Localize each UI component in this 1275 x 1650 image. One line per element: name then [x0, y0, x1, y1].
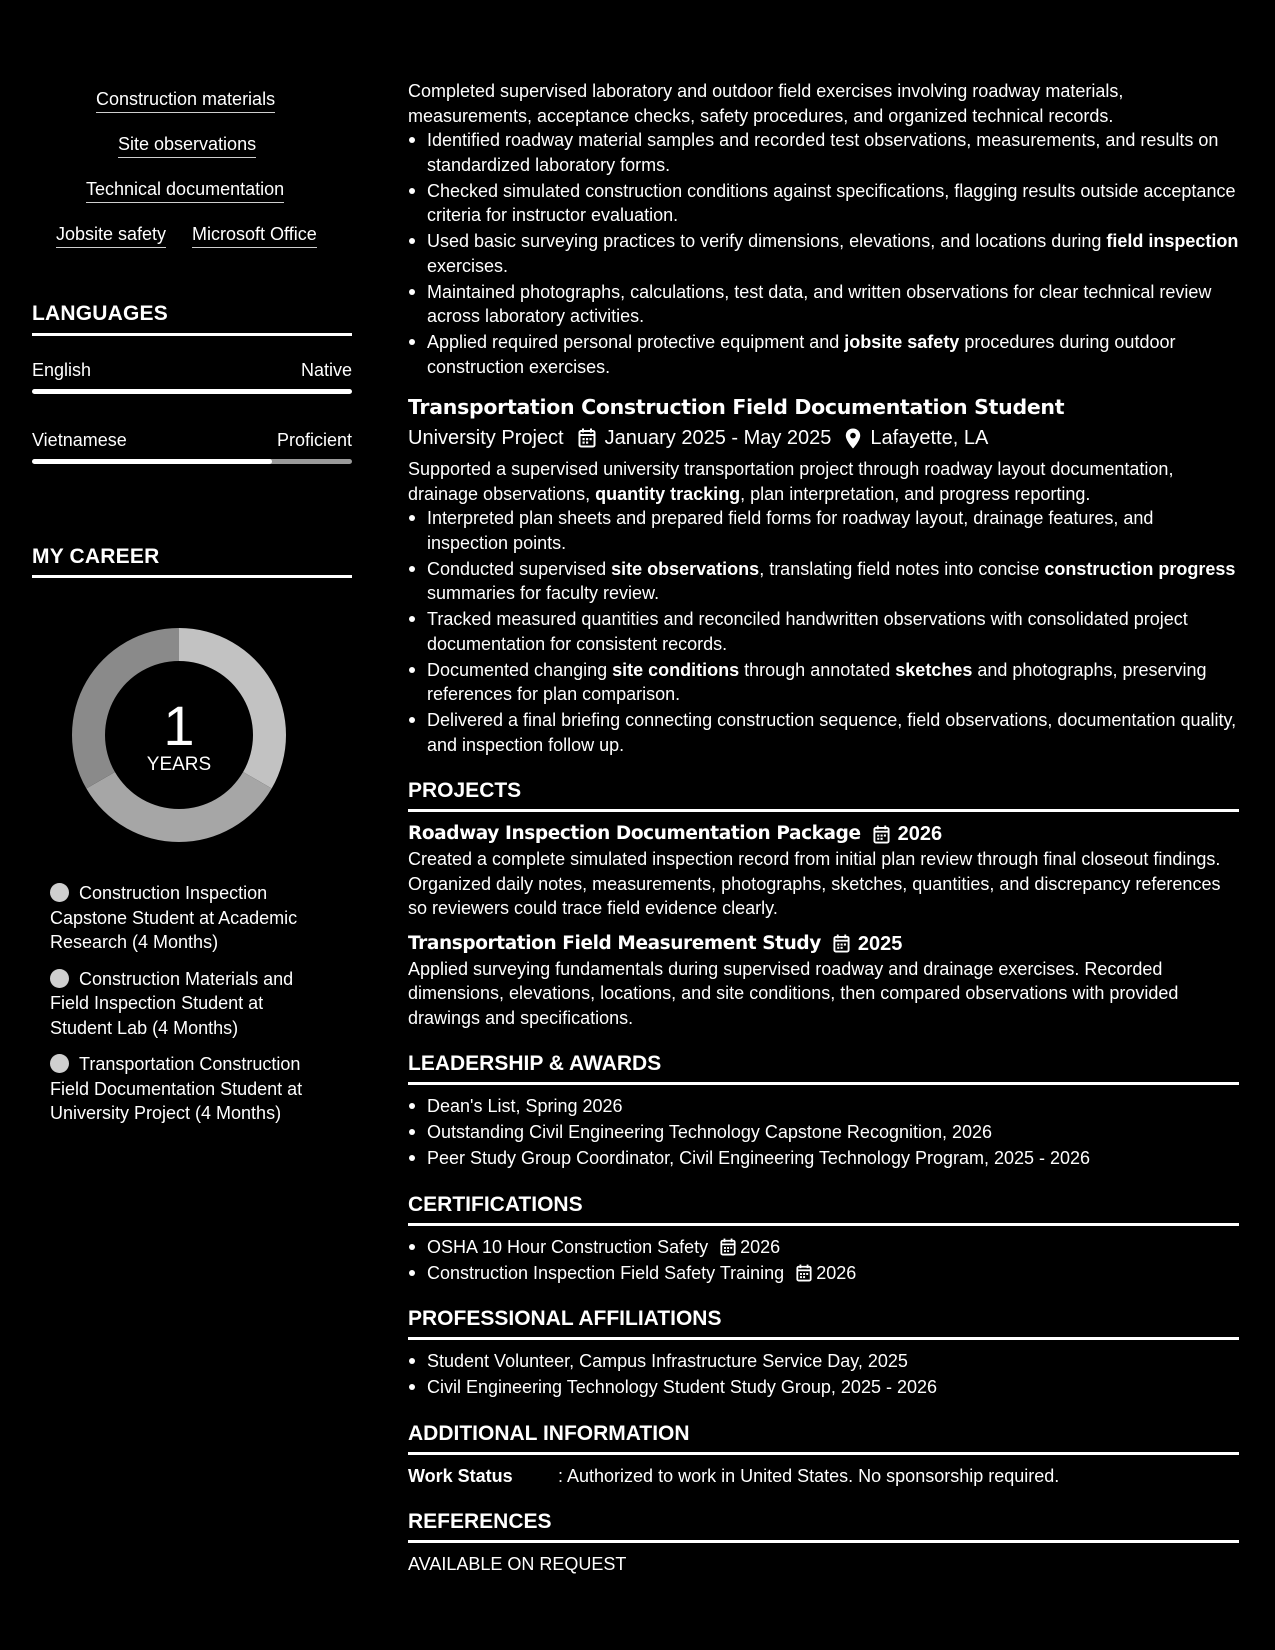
bullet-item	[408, 607, 1239, 656]
references-heading: REFERENCES	[408, 1510, 552, 1533]
project-year: 2026	[897, 823, 943, 845]
skill-tag: Technical documentation	[86, 178, 284, 203]
skills-list	[32, 0, 352, 260]
skill-tag: Jobsite safety	[56, 223, 166, 248]
project-item	[408, 931, 1239, 1031]
leadership-item: Peer Study Group Coordinator, Civil Engineering Technology Program, 2025 - 2026	[408, 1146, 1239, 1171]
additional-rule	[408, 1452, 1239, 1455]
leadership-heading: LEADERSHIP & AWARDS	[408, 1052, 662, 1075]
career-item	[50, 1052, 330, 1126]
project-name: Roadway Inspection Documentation Package	[408, 823, 861, 844]
language-bar-fill	[32, 459, 272, 464]
references-text: AVAILABLE ON REQUEST	[408, 1554, 627, 1574]
text-run: Tracked measured quantities and reconciled handwritten observations with consolidated project documentation for consistent records.	[427, 609, 1188, 654]
text-run: Supported a supervised university transportation project through roadway layout documentation, drainage observations,	[408, 459, 1174, 504]
leadership-item: Outstanding Civil Engineering Technology Capstone Recognition, 2026	[408, 1120, 1239, 1145]
bullet-item	[408, 708, 1239, 757]
career-donut	[66, 622, 292, 848]
career-dot	[50, 969, 69, 988]
project-description: Created a complete simulated inspection record from initial plan review through final closeout findings. Organized daily notes, measurements, photographs, sketches, quantities, and discrepancy references so reviewers could trace field evidence clearly.	[408, 849, 1221, 918]
skill-tag: Site observations	[118, 133, 256, 158]
career-total-unit: YEARS	[146, 754, 212, 775]
work-status-value: : Authorized to work in United States. No sponsorship required.	[558, 1465, 1060, 1486]
languages-rule	[32, 333, 352, 336]
text-run: and photographs, preserving references for plan comparison.	[427, 659, 1207, 704]
bold-keyword: site conditions	[612, 659, 740, 680]
text-run: exercises.	[427, 255, 509, 276]
bullet-item	[408, 179, 1239, 228]
certification-item	[408, 1261, 1239, 1286]
affiliation-item: Student Volunteer, Campus Infrastructure Service Day, 2025	[408, 1349, 1239, 1374]
affiliation-item: Civil Engineering Technology Student Study Group, 2025 - 2026	[408, 1375, 1239, 1400]
career-dot	[50, 883, 69, 902]
job-dates: January 2025 - May 2025	[604, 427, 832, 449]
job-meta	[408, 424, 1239, 452]
skill-tag: Construction materials	[96, 88, 275, 113]
project-name: Transportation Field Measurement Study	[408, 932, 821, 954]
bold-keyword: quantity tracking	[595, 483, 741, 504]
certifications-list	[408, 1235, 1239, 1286]
career-item	[50, 881, 330, 955]
leadership-list	[408, 1094, 1239, 1171]
bold-keyword: construction progress	[1044, 558, 1236, 579]
bullet-item	[408, 128, 1239, 177]
career-item	[50, 967, 330, 1041]
bullet-item	[408, 506, 1239, 555]
career-heading: MY CAREER	[32, 545, 160, 568]
projects-heading: PROJECTS	[408, 779, 522, 802]
work-status-row	[408, 1464, 1239, 1489]
language-bar	[32, 389, 352, 394]
career-dot	[50, 1054, 69, 1073]
text-run: Maintained photographs, calculations, test data, and written observations for clear technical review across laboratory activities.	[427, 281, 1212, 326]
text-run: Identified roadway material samples and recorded test observations, measurements, and results on standardized laboratory forms.	[427, 130, 1219, 175]
text-run: Used basic surveying practices to verify dimensions, elevations, and locations during	[427, 231, 1107, 251]
text-run: procedures during outdoor construction exercises.	[427, 332, 1176, 377]
language-vietnamese	[32, 430, 352, 451]
job-summary	[408, 457, 1239, 506]
bold-keyword: site observations	[611, 558, 760, 579]
text-run: , plan interpretation, and progress reporting.	[740, 483, 1091, 504]
calendar-icon	[796, 1264, 812, 1282]
calendar-icon	[578, 428, 596, 448]
calendar-icon	[833, 934, 850, 953]
projects-rule	[408, 809, 1239, 812]
career-list	[50, 881, 330, 1138]
left-column	[32, 0, 352, 1123]
text-run: Checked simulated construction conditions against specifications, flagging results outside acceptance criteria for instructor evaluation.	[427, 180, 1236, 225]
text-run: Interpreted plan sheets and prepared field forms for roadway layout, drainage features, and inspection points.	[427, 508, 1154, 553]
bullet-item	[408, 229, 1239, 278]
affiliations-list	[408, 1349, 1239, 1400]
language-bar-fill	[32, 389, 352, 394]
bullet-item	[408, 658, 1239, 707]
additional-heading: ADDITIONAL INFORMATION	[408, 1421, 690, 1445]
language-level: Proficient	[276, 430, 352, 450]
languages-heading: LANGUAGES	[32, 302, 168, 325]
language-name: English	[32, 360, 92, 380]
project-item	[408, 821, 1239, 921]
bold-keyword: sketches	[895, 659, 973, 680]
job-organization: University Project	[408, 427, 564, 449]
text-run: summaries for faculty review.	[427, 583, 660, 603]
project-title-row	[408, 821, 1239, 847]
project-description: Applied surveying fundamentals during supervised roadway and drainage exercises. Recorded dimensions, elevations, locations, and site conditions, then compared observations with provided drawings and specifications.	[408, 958, 1179, 1028]
location-pin-icon	[845, 428, 861, 449]
experience-bullets	[408, 128, 1239, 379]
bullet-item	[408, 330, 1239, 379]
certification-year: 2026	[816, 1262, 857, 1283]
certifications-rule	[408, 1223, 1239, 1226]
bold-keyword: jobsite safety	[844, 332, 960, 352]
certification-name: OSHA 10 Hour Construction Safety	[427, 1236, 709, 1257]
text-run: Applied required personal protective equipment and	[427, 332, 845, 352]
project-year: 2025	[857, 932, 903, 955]
language-name: Vietnamese	[32, 430, 127, 450]
text-run: , translating field notes into concise	[759, 558, 1045, 579]
affiliations-heading: PROFESSIONAL AFFILIATIONS	[408, 1307, 722, 1330]
work-status-label: Work Status	[408, 1465, 513, 1486]
calendar-icon	[720, 1238, 736, 1256]
calendar-icon	[873, 825, 890, 844]
affiliations-rule	[408, 1337, 1239, 1340]
text-run: Conducted supervised	[427, 558, 612, 579]
skill-tag: Microsoft Office	[192, 223, 317, 248]
language-bar	[32, 459, 352, 464]
career-donut-segment	[86, 772, 271, 842]
experience-summary: Completed supervised laboratory and outdoor field exercises involving roadway materials, measurements, acceptance checks, safety procedures, and organized technical records.	[408, 81, 1124, 126]
job-title: Transportation Construction Field Documentation Student	[408, 395, 1065, 419]
bullet-item	[408, 280, 1239, 329]
certifications-heading: CERTIFICATIONS	[408, 1192, 583, 1216]
leadership-rule	[408, 1082, 1239, 1085]
references-rule	[408, 1540, 1239, 1543]
career-total-number: 1	[163, 694, 195, 757]
bold-keyword: field inspection	[1106, 231, 1239, 251]
project-title-row	[408, 931, 1239, 957]
language-level: Native	[300, 360, 352, 380]
career-item-text: Transportation Construction Field Documentation Student at University Project (4 Months)	[50, 1054, 303, 1123]
language-english	[32, 360, 352, 381]
career-item-text: Construction Materials and Field Inspection Student at Student Lab (4 Months)	[50, 968, 294, 1038]
leadership-item: Dean's List, Spring 2026	[408, 1094, 1239, 1119]
certification-name: Construction Inspection Field Safety Training	[427, 1262, 785, 1283]
text-run: Delivered a final briefing connecting construction sequence, field observations, documentation quality, and inspection follow up.	[427, 710, 1237, 755]
career-item-text: Construction Inspection Capstone Student at Academic Research (4 Months)	[50, 883, 298, 952]
text-run: through annotated	[739, 659, 896, 680]
job-location: Lafayette, LA	[870, 427, 989, 449]
right-column	[408, 79, 1239, 1577]
career-rule	[32, 575, 352, 578]
text-run: Documented changing	[427, 659, 613, 680]
job-bullets	[408, 506, 1239, 757]
certification-item	[408, 1235, 1239, 1260]
bullet-item	[408, 557, 1239, 606]
certification-year: 2026	[740, 1236, 781, 1257]
